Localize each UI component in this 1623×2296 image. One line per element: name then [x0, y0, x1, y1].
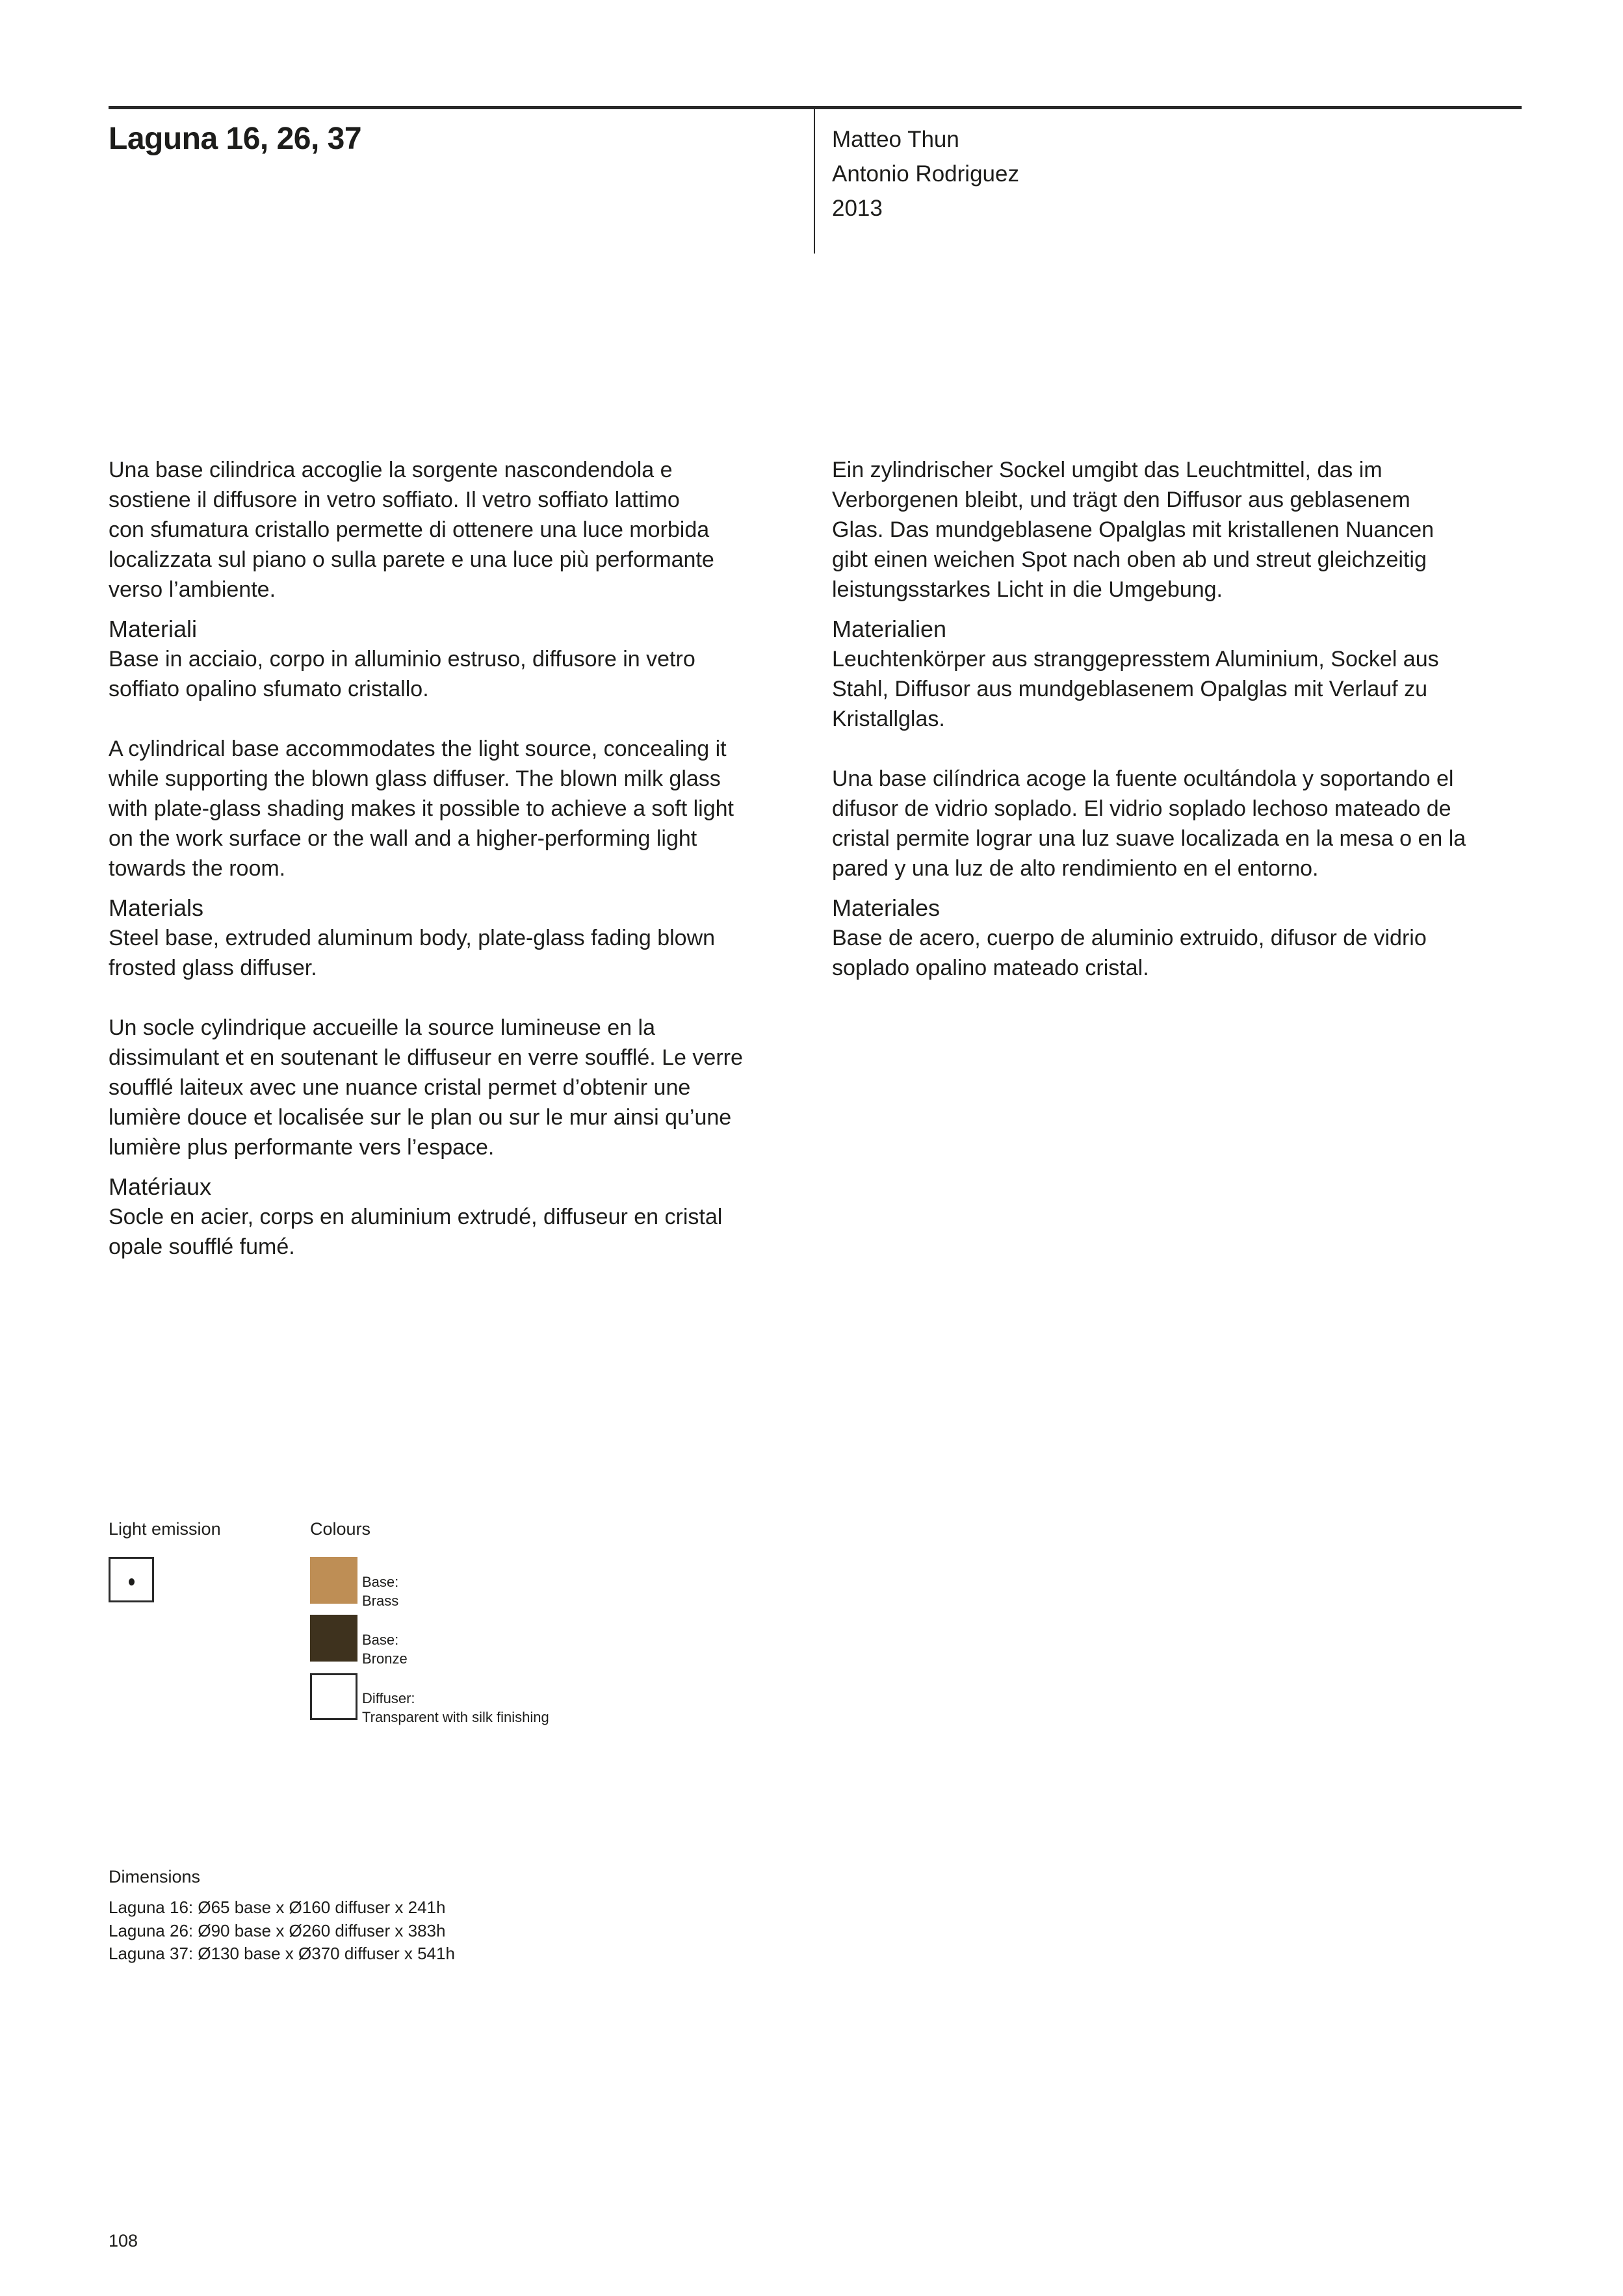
- text-line: difusor de vidrio soplado. El vidrio soplado lechoso mateado de: [832, 796, 1451, 821]
- text-line: Ein zylindrischer Sockel umgibt das Leuchtmittel, das im: [832, 458, 1383, 482]
- brass-swatch: [310, 1557, 357, 1604]
- dimensions: [109, 1867, 455, 1966]
- italian-description: [109, 455, 811, 605]
- header-divider: [814, 108, 815, 254]
- page-number: 108: [109, 2231, 138, 2250]
- swatch-value: Transparent with silk finishing: [362, 1709, 549, 1725]
- designer-name: Matteo Thun: [832, 127, 959, 152]
- text-line: lumière plus performante vers l’espace.: [109, 1135, 495, 1160]
- dimension-line: Laguna 37: Ø130 base x Ø370 diffuser x 541h: [109, 1944, 455, 1963]
- text-line: pared y una luz de alto rendimiento en el entorno.: [832, 856, 1319, 881]
- text-line: gibt einen weichen Spot nach oben ab und streut gleichzeitig: [832, 547, 1427, 572]
- swatch-label: Base:: [362, 1574, 399, 1590]
- right-column: [832, 455, 1534, 983]
- english-description: [109, 734, 811, 883]
- text-line: localizzata sul piano o sulla parete e una luce più performante: [109, 547, 714, 572]
- text-line: while supporting the blown glass diffuser. The blown milk glass: [109, 766, 721, 791]
- text-line: cristal permite lograr una luz suave localizada en la mesa o en la: [832, 826, 1466, 851]
- english-materials: [109, 923, 811, 983]
- single-point-emission-icon: [109, 1557, 154, 1602]
- text-line: opale soufflé fumé.: [109, 1234, 295, 1259]
- text-line: Stahl, Diffusor aus mundgeblasenem Opalglas mit Verlauf zu: [832, 677, 1427, 701]
- swatch-label: Base:: [362, 1632, 399, 1648]
- colours-label: Colours: [310, 1519, 371, 1539]
- text-line: lumière douce et localisée sur le plan ou sur le mur ainsi qu’une: [109, 1105, 732, 1130]
- text-line: Base de acero, cuerpo de aluminio extruido, difusor de vidrio: [832, 926, 1427, 950]
- top-rule: [109, 106, 1522, 109]
- german-materials-heading: Materialien: [832, 616, 947, 642]
- text-line: with plate-glass shading makes it possible to achieve a soft light: [109, 796, 734, 821]
- dimension-line: Laguna 16: Ø65 base x Ø160 diffuser x 241h: [109, 1898, 446, 1917]
- text-line: A cylindrical base accommodates the light source, concealing it: [109, 737, 727, 761]
- text-line: frosted glass diffuser.: [109, 956, 317, 980]
- italian-materials-heading: Materiali: [109, 616, 198, 642]
- page-title: Laguna 16, 26, 37: [109, 122, 362, 156]
- text-line: Verborgenen bleibt, und trägt den Diffusor aus geblasenem: [832, 488, 1410, 512]
- text-line: Leuchtenkörper aus stranggepresstem Aluminium, Sockel aus: [832, 647, 1439, 672]
- dimension-line: Laguna 26: Ø90 base x Ø260 diffuser x 383h: [109, 1920, 446, 1940]
- text-line: Una base cilindrica accoglie la sorgente nascondendola e: [109, 458, 673, 482]
- text-line: Base in acciaio, corpo in alluminio estruso, diffusore in vetro: [109, 647, 695, 672]
- bronze-swatch: [310, 1615, 357, 1662]
- text-line: sostiene il diffusore in vetro soffiato. Il vetro soffiato lattimo: [109, 488, 680, 512]
- text-line: towards the room.: [109, 856, 286, 881]
- text-line: Kristallglas.: [832, 707, 945, 731]
- spanish-description: [832, 764, 1534, 883]
- spanish-materials: [832, 923, 1534, 983]
- text-line: Steel base, extruded aluminum body, plate-glass fading blown: [109, 926, 716, 950]
- swatch-value: Bronze: [362, 1650, 408, 1667]
- german-description: [832, 455, 1534, 605]
- text-line: Socle en acier, corps en aluminium extrudé, diffuseur en cristal: [109, 1205, 723, 1229]
- text-line: soffiato opalino sfumato cristallo.: [109, 677, 429, 701]
- designers: [832, 122, 1019, 226]
- text-line: verso l’ambiente.: [109, 577, 276, 602]
- swatch-value: Brass: [362, 1593, 399, 1609]
- french-description: [109, 1013, 811, 1162]
- light-emission-label: Light emission: [109, 1519, 221, 1539]
- text-line: soufflé laiteux avec une nuance cristal permet d’obtenir une: [109, 1075, 691, 1100]
- text-line: con sfumatura cristallo permette di ottenere una luce morbida: [109, 517, 710, 542]
- spanish-materials-heading: Materiales: [832, 894, 941, 921]
- text-line: leistungsstarkes Licht in die Umgebung.: [832, 577, 1223, 602]
- swatch-label: Diffuser:: [362, 1690, 415, 1706]
- designer-name: Antonio Rodriguez: [832, 161, 1019, 187]
- german-materials: [832, 644, 1534, 734]
- year: 2013: [832, 196, 883, 221]
- text-line: on the work surface or the wall and a higher-performing light: [109, 826, 697, 851]
- diffuser-swatch: [310, 1673, 357, 1720]
- text-line: Un socle cylindrique accueille la source lumineuse en la: [109, 1015, 656, 1040]
- text-line: soplado opalino mateado cristal.: [832, 956, 1149, 980]
- french-materials: [109, 1202, 811, 1262]
- french-materials-heading: Matériaux: [109, 1173, 212, 1200]
- english-materials-heading: Materials: [109, 894, 204, 921]
- text-line: dissimulant et en soutenant le diffuseur en verre soufflé. Le verre: [109, 1045, 743, 1070]
- left-column: [109, 455, 811, 1262]
- text-line: Glas. Das mundgeblasene Opalglas mit kristallenen Nuancen: [832, 517, 1435, 542]
- dimensions-label: Dimensions: [109, 1867, 201, 1886]
- italian-materials: [109, 644, 811, 704]
- text-line: Una base cilíndrica acoge la fuente ocultándola y soportando el: [832, 766, 1454, 791]
